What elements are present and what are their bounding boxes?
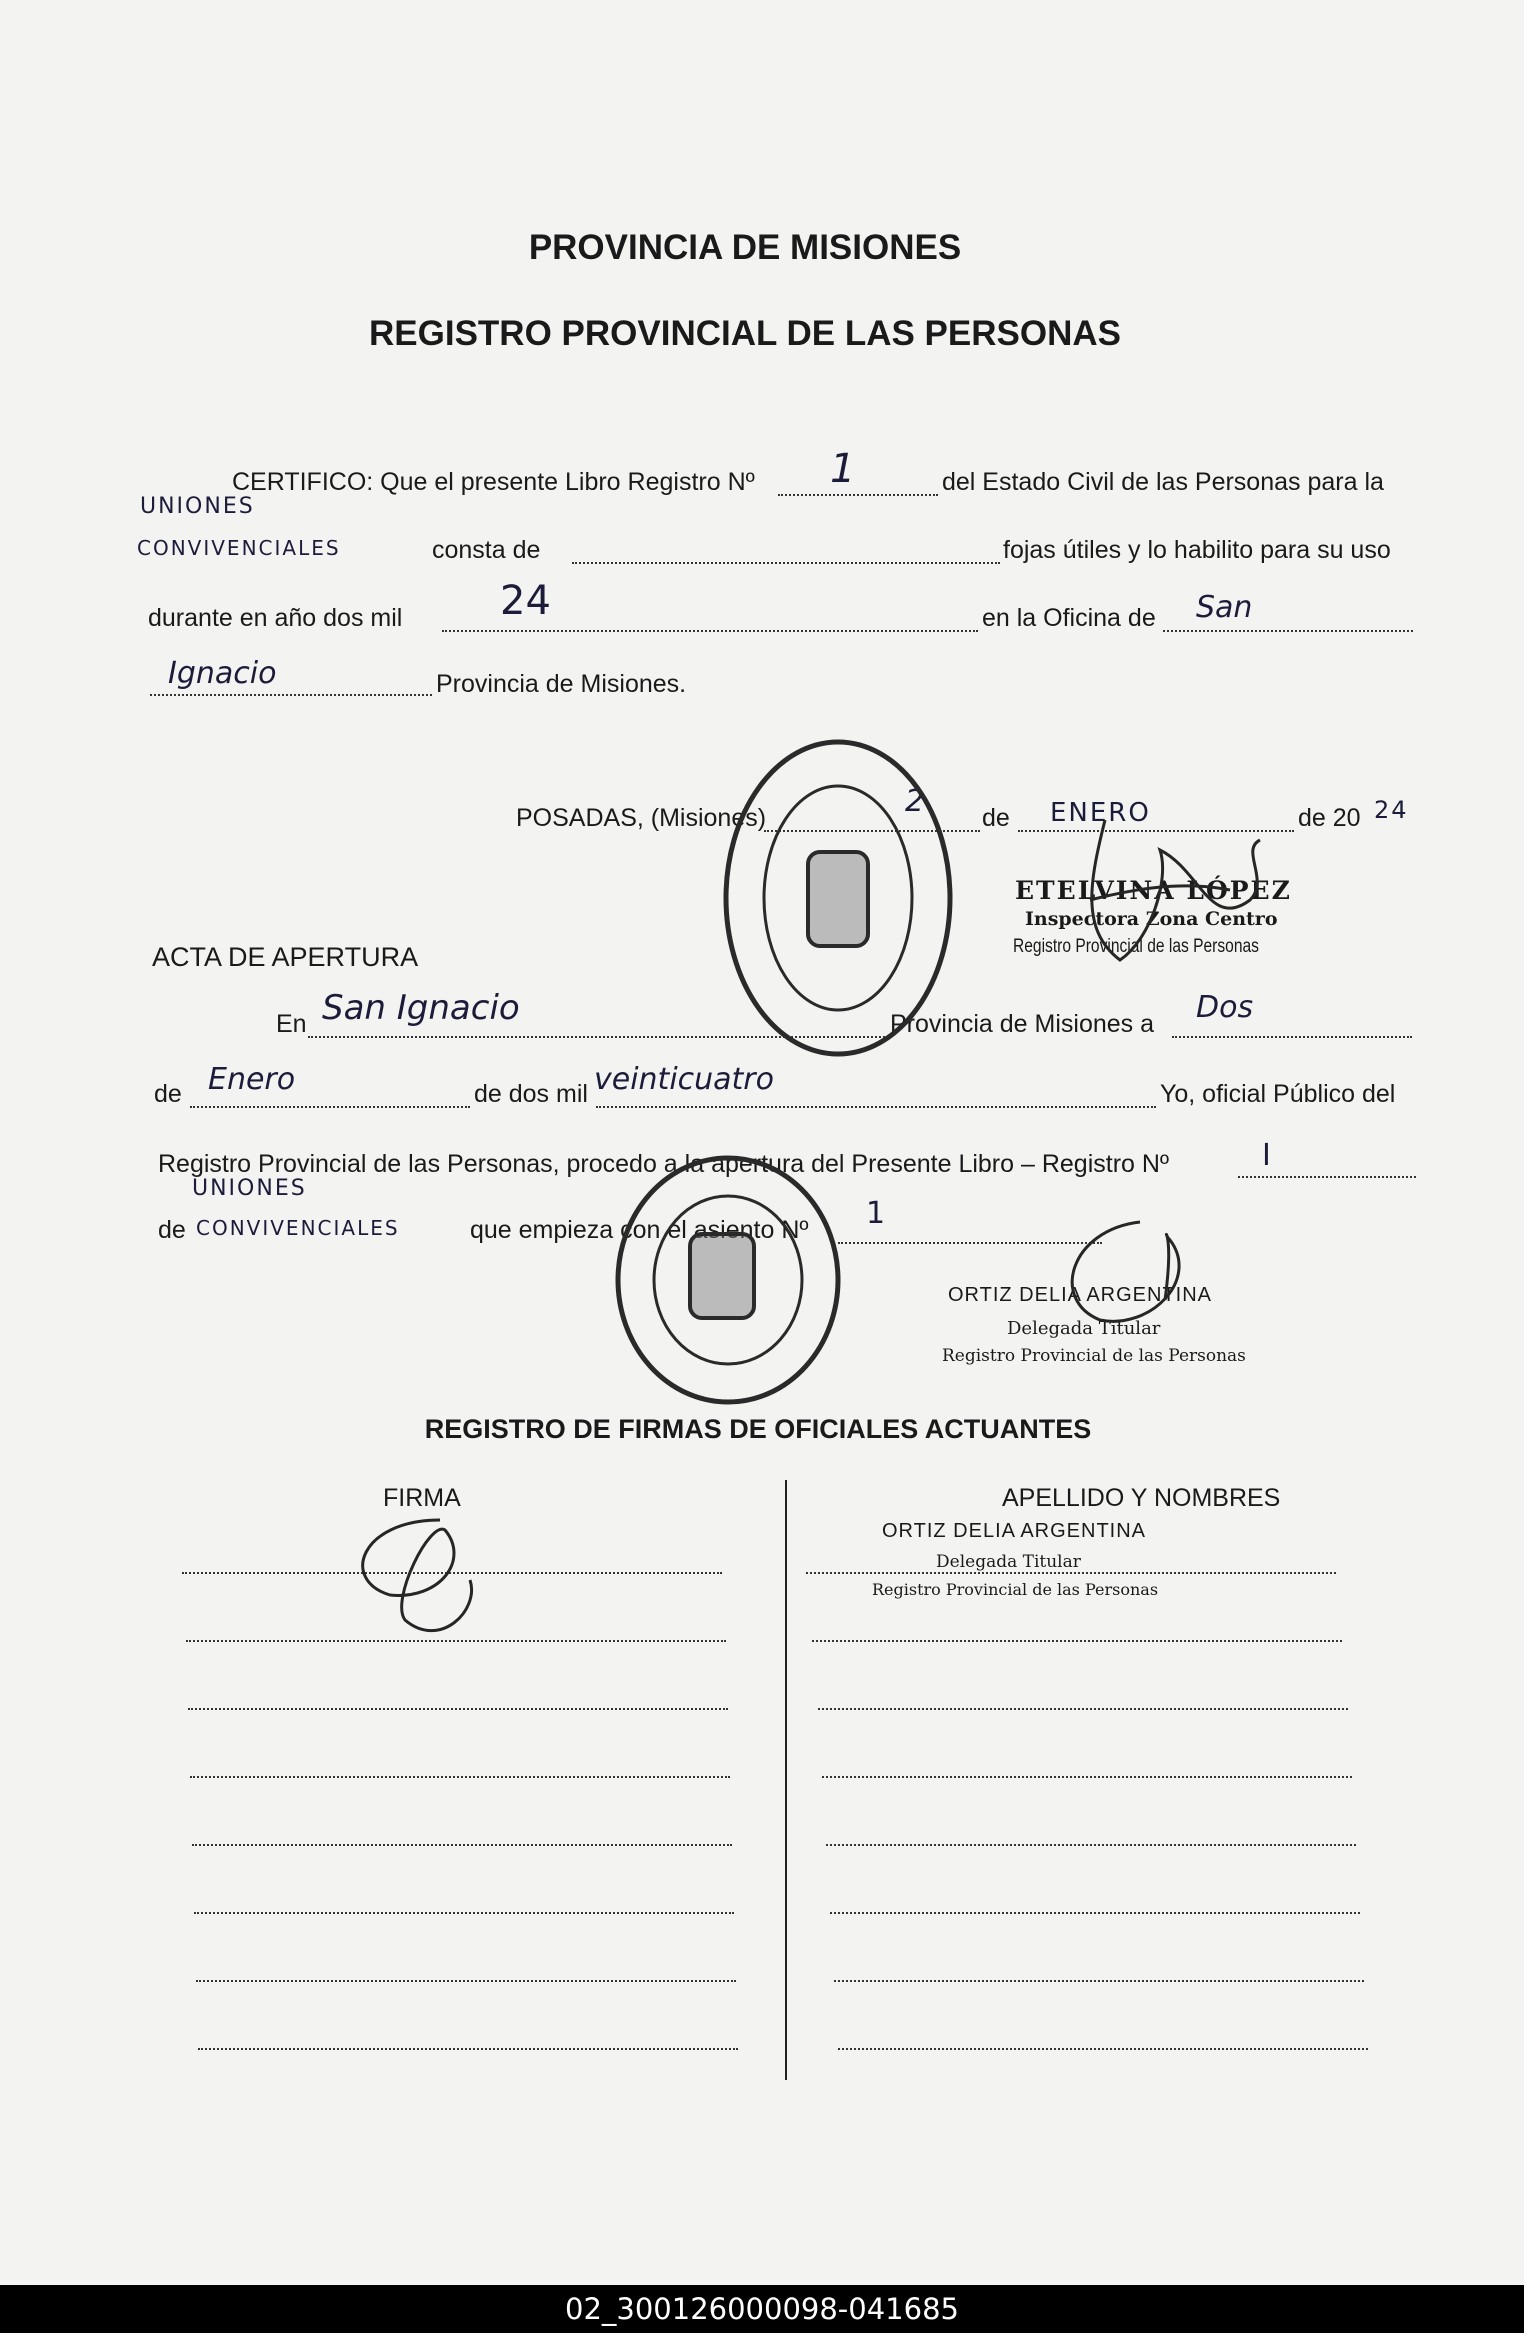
cert-line4: Provincia de Misiones. bbox=[436, 670, 687, 698]
acta-dia: Dos bbox=[1196, 990, 1254, 1025]
document-footer-code: 02_300126000098-041685 bbox=[0, 2285, 1524, 2333]
signatory2-role: Delegada Titular bbox=[1007, 1318, 1161, 1339]
cert-line1-a: CERTIFICO: Que el presente Libro Registro Nº bbox=[232, 468, 755, 496]
firmas-heading: REGISTRO DE FIRMAS DE OFICIALES ACTUANTES bbox=[424, 1414, 1092, 1444]
fecha-anio: 24 bbox=[1374, 796, 1409, 824]
col-nombre-header: APELLIDO Y NOMBRES bbox=[1002, 1484, 1281, 1512]
signatory2-name: ORTIZ DELIA ARGENTINA bbox=[948, 1284, 1213, 1306]
tipo-line2: CONVIVENCIALES bbox=[137, 536, 341, 560]
col-firma-header: FIRMA bbox=[383, 1484, 461, 1512]
cert-line2-a: consta de bbox=[432, 536, 541, 564]
acta-l3-a: Registro Provincial de las Personas, procedo a la apertura del Presente Libro – Registro Nº bbox=[158, 1150, 1170, 1178]
acta-tipo1: UNIONES bbox=[192, 1176, 307, 1201]
cert-line1-b: del Estado Civil de las Personas para la bbox=[942, 468, 1384, 496]
seal-stamp-icon bbox=[726, 742, 950, 1054]
signatory1-role: Inspectora Zona Centro bbox=[1025, 908, 1278, 930]
acta-heading: ACTA DE APERTURA bbox=[152, 942, 419, 972]
acta-l4-a: de bbox=[158, 1216, 186, 1244]
signatory1-org: Registro Provincial de las Personas bbox=[1013, 936, 1259, 957]
fecha-anio-prefix: de 20 bbox=[1298, 804, 1361, 832]
acta-l4-b: que empieza con el asiento Nº bbox=[470, 1216, 809, 1244]
acta-l2-b: de dos mil bbox=[474, 1080, 588, 1108]
signatory2-org: Registro Provincial de las Personas bbox=[942, 1346, 1246, 1366]
firma-entry-role: Delegada Titular bbox=[936, 1552, 1081, 1572]
tipo-line1: UNIONES bbox=[140, 494, 255, 519]
handwritten-signature bbox=[363, 1520, 472, 1631]
acta-l2-a: de bbox=[154, 1080, 182, 1108]
handwritten-signature bbox=[1072, 1222, 1179, 1321]
oficina-part2: Ignacio bbox=[168, 656, 277, 691]
acta-mes: Enero bbox=[208, 1062, 296, 1097]
seal-stamp-icon bbox=[618, 1158, 838, 1402]
fecha-lugar: POSADAS, (Misiones) bbox=[516, 804, 767, 832]
page-subtitle: REGISTRO PROVINCIAL DE LAS PERSONAS bbox=[369, 314, 1121, 353]
handwritten-signature bbox=[1090, 820, 1260, 960]
acta-asiento: 1 bbox=[866, 1196, 886, 1231]
firma-entry-org: Registro Provincial de las Personas bbox=[872, 1580, 1159, 1599]
oficina-part1: San bbox=[1196, 590, 1253, 625]
fecha-mes: ENERO bbox=[1050, 798, 1151, 828]
acta-lugar: San Ignacio bbox=[322, 988, 520, 1028]
cert-line2-b: fojas útiles y lo habilito para su uso bbox=[1003, 536, 1391, 564]
anio-habilitacion: 24 bbox=[500, 578, 551, 624]
fecha-dia: 2 bbox=[905, 784, 925, 819]
acta-l1-b: Provincia de Misiones a bbox=[890, 1010, 1155, 1038]
fecha-de: de bbox=[982, 804, 1010, 832]
acta-tipo2: CONVIVENCIALES bbox=[196, 1216, 400, 1240]
page-title: PROVINCIA DE MISIONES bbox=[528, 228, 962, 267]
libro-numero: 1 bbox=[830, 446, 856, 492]
cert-line3-a: durante en año dos mil bbox=[148, 604, 403, 632]
acta-l1-a: En bbox=[276, 1010, 307, 1038]
firma-entry-name: ORTIZ DELIA ARGENTINA bbox=[882, 1520, 1147, 1542]
signatory1-name: ETELVINA LÓPEZ bbox=[1015, 876, 1292, 905]
acta-registro-n: I bbox=[1262, 1138, 1271, 1173]
cert-line3-b: en la Oficina de bbox=[982, 604, 1156, 632]
acta-l2-c: Yo, oficial Público del bbox=[1160, 1080, 1396, 1108]
acta-anio: veinticuatro bbox=[594, 1062, 774, 1097]
